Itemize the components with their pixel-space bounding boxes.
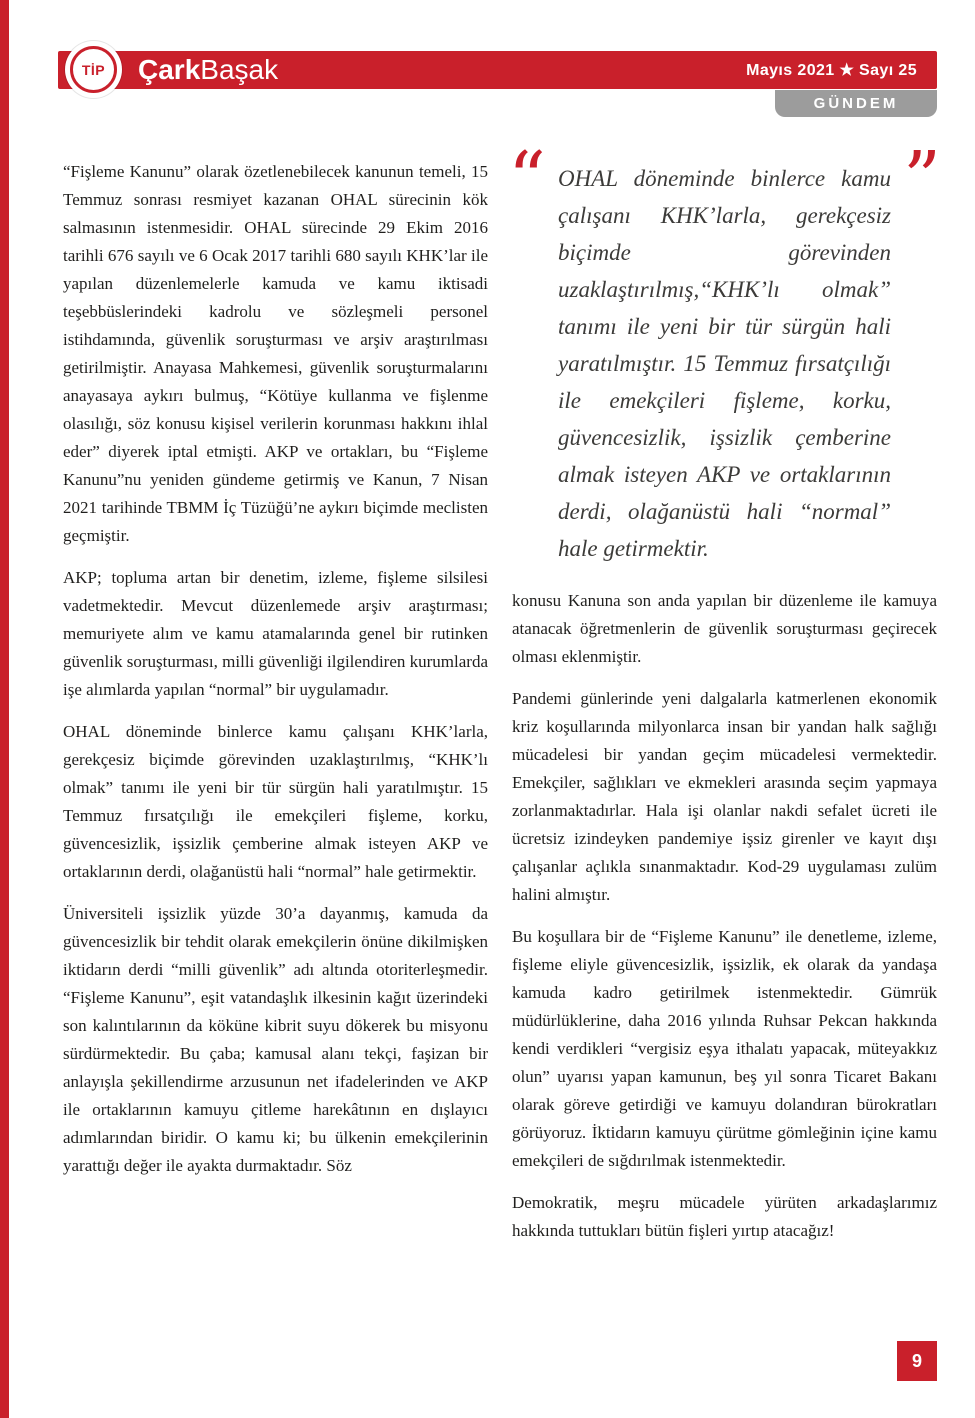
paragraph-3: OHAL döneminde binlerce kamu çalışanı KHK’larla, gerekçesiz biçimde görevinden uzaklaştırılmış, “KHK’lı olmak” tanımı ile yeni bir tür sürgün hali yaratılmıştır. 15 Temmuz fırsatçılığı ile emekçileri fişleme, korku, güvencesizlik, işsizlik çemberine almak isteyen AKP ve ortaklarının derdi, olağanüstü hali “normal” hale getirmektir.	[63, 722, 488, 881]
section-badge-gundem: GÜNDEM	[775, 90, 937, 117]
paragraph-2: AKP; topluma artan bir denetim, izleme, fişleme silsilesi vadetmektedir. Mevcut düzenlemede arşiv araştırması; memuriyete alım ve kamu atamalarında genel bir rutinken güvenlik soruşturması, milli güvenliği ilgilendiren kurumlarda işe alımlarda yapılan “normal” bir uygulamadır.	[63, 568, 488, 699]
page-number-badge: 9	[897, 1341, 937, 1381]
paragraph-5: konusu Kanuna son anda yapılan bir düzenleme ile kamuya atanacak öğretmenlerin de güvenlik soruşturması geçirecek olması eklenmiştir.	[512, 591, 937, 666]
paragraph-8: Demokratik, meşru mücadele yürüten arkadaşlarımız hakkında tuttukları bütün fişleri yırtıp atacağız!	[512, 1193, 937, 1240]
left-column	[63, 158, 488, 1194]
tip-party-logo	[65, 41, 122, 98]
paragraph-1: “Fişleme Kanunu” olarak özetlenebilecek kanunun temeli, 15 Temmuz sonrası resmiyet kazanan OHAL sürecinin kök salmasının istenmesidir. OHAL sürecinde 29 Ekim 2016 tarihli 676 sayılı ve 6 Ocak 2017 tarihli 680 sayılı KHK’lar ile yapılan düzenlemelerle kamuda ve kamu iktisadi teşebbüslerindeki kadrolu ve sözleşmeli personel istihdamında, güvenlik soruşturması ve arşiv araştırılması getirilmiştir. Anayasa Mahkemesi, güvenlik soruşturmalarını anayasaya aykırı bulmuş, “Kötüye kullanma ve fişlenme olasılığı, söz konusu kişisel verilerin korunması hakkını ihlal eder” diyerek iptal etmişti. AKP ve ortakları, bu “Fişleme Kanunu”nu yeniden gündeme getirmiş ve Kanun, 7 Nisan 2021 tarihinde TBMM İç Tüzüğü’ne aykırı biçimde meclisten geçmiştir.	[63, 162, 488, 545]
masthead-title	[138, 56, 278, 84]
tip-logo-text: TİP	[81, 61, 106, 78]
right-column	[508, 136, 941, 1259]
issue-info: Mayıs 2021 ★ Sayı 25	[746, 62, 917, 79]
pull-quote	[508, 136, 941, 567]
header-bar	[58, 51, 937, 89]
paragraph-7: Bu koşullara bir de “Fişleme Kanunu” ile denetleme, izleme, fişleme eliyle güvencesizlik, işsizlik, ek olarak da yandaşa kamuda kadro getirilmek istenmektedir. Gümrük müdürlüklerine, daha 2016 yılında Ruhsar Pekcan hakkında kendi verdikleri “vergisiz eşya ithalatı yapacak, müteyakkız olun” uyarısı yapan kamunun, beş yıl sonra Ticaret Bakanı olarak göreve getirdiği ve kamuyu dolandıran bürokratları görüyoruz. İktidarın kamuyu çürütme gömleğinin içine kamu emekçileri de sığdırılmak istenmektedir.	[512, 927, 937, 1170]
close-quote-icon: ”	[903, 136, 941, 222]
masthead-title-light: Başak	[200, 54, 279, 85]
open-quote-icon: “	[508, 136, 546, 222]
tip-logo-ring	[70, 46, 117, 93]
left-accent-bar	[0, 0, 9, 1418]
paragraph-4: Üniversiteli işsizlik yüzde 30’a dayanmış, kamuda da güvencesizlik bir tehdit olarak emekçilerin önüne dikilmişken iktidarın derdi “milli güvenlik” adı altında otoriterleşmedir. “Fişleme Kanunu”, eşit vatandaşlık ilkesinin kağıt üzerindeki son kalıntılarının da köküne kibrit suyu dökerek bu misyonu sürdürmektedir. Bu çaba; kamusal alanı tekçi, faşizan bir anlayışla şekillendirme arzusunun net ifadelerinden ve AKP ile ortaklarının kamuyu çitleme harekâtının en dışlayıcı adımlarından biridir. O kamu ki; bu ülkenin emekçilerinin yarattığı değer ile ayakta durmaktadır. Söz	[63, 904, 488, 1175]
paragraph-6: Pandemi günlerinde yeni dalgalarla katmerlenen ekonomik kriz koşullarında milyonlarca insan bir yandan halk sağlığı mücadelesi bir yandan geçim mücadelesi vermektedir. Emekçiler, sağlıkları ve ekmekleri arasında seçim yapmaya zorlanmaktadırlar. Hala işi olanlar nakdi sefalet ücreti ile ücretsiz izindeyken pandemiye işsiz girenler ve kayıt dışı çalışanlar açlıkla sınanmaktadır. Kod-29 uygulaması zulüm halini almıştır.	[512, 689, 937, 904]
pull-quote-text: OHAL döneminde binlerce kamu çalışanı KHK’larla, gerekçesiz biçimde görevinden uzaklaştırılmış,“KHK’lı olmak” tanımı ile yeni bir tür sürgün hali yaratılmıştır. 15 Temmuz fırsatçılığı ile emekçileri fişleme, korku, güvencesizlik, işsizlik çemberine almak isteyen AKP ve ortaklarının derdi, olağanüstü hali “normal” hale getirmektir.	[558, 166, 891, 561]
masthead-title-bold: Çark	[138, 54, 201, 85]
